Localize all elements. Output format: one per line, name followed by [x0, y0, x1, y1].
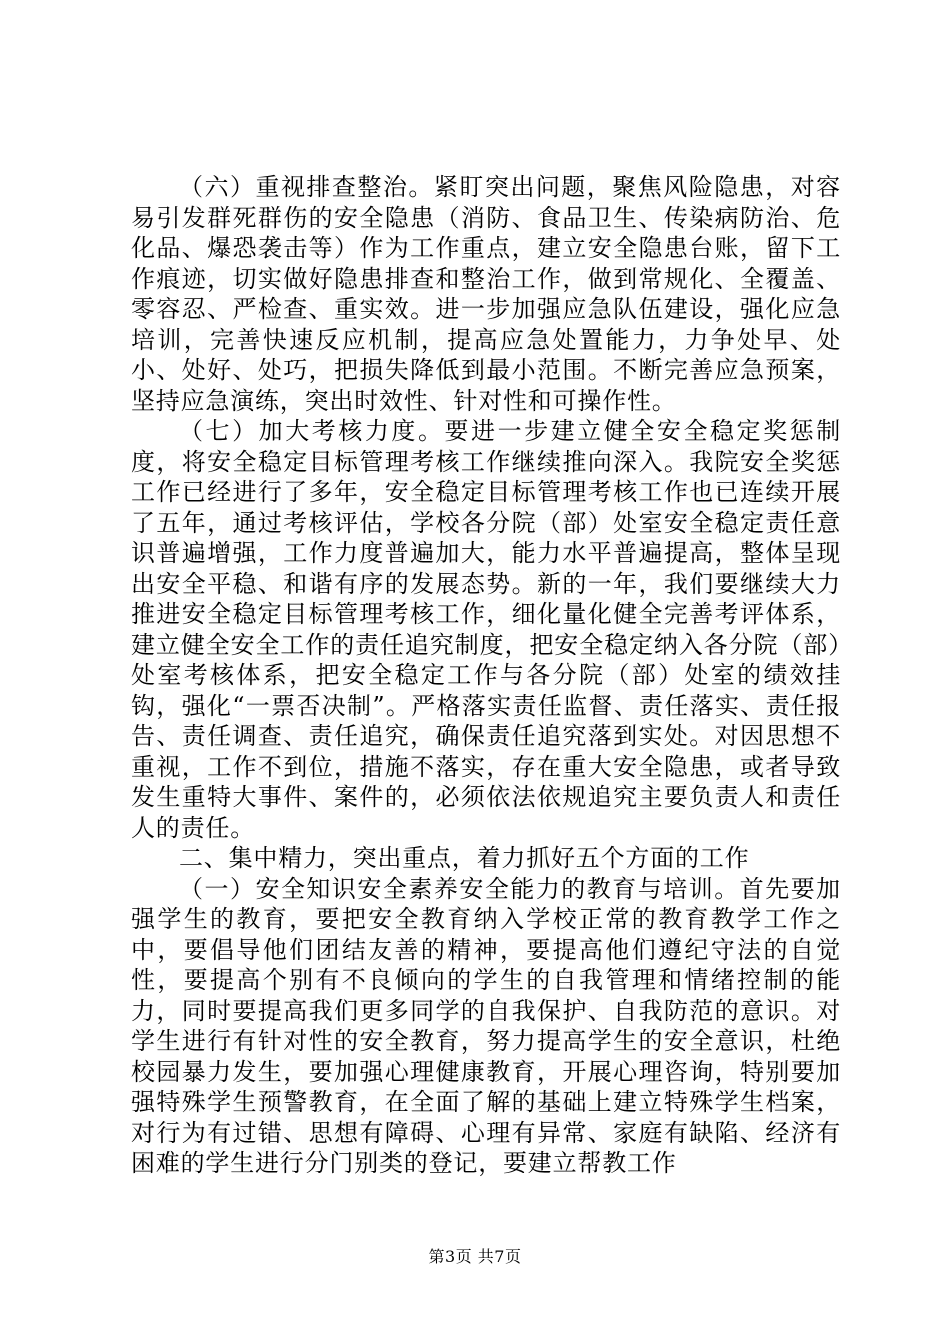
- paragraph-subsection-one: （一）安全知识安全素养安全能力的教育与培训。首先要加强学生的教育，要把安全教育纳入学校正常的教育教学工作之中，要倡导他们团结友善的精神，要提高他们遵纪守法的自觉性，要提高个别有不良倾向的学生的自我管理和情绪控制的能力，同时要提高我们更多同学的自我保护、自我防范的意识。对学生进行有针对性的安全教育，努力提高学生的安全意识，杜绝校园暴力发生，要加强心理健康教育，开展心理咨询，特别要加强特殊学生预警教育，在全面了解的基础上建立特殊学生档案，对行为有过错、思想有障碍、心理有异常、家庭有缺陷、经济有困难的学生进行分门别类的登记，要建立帮教工作: [131, 874, 841, 1177]
- document-body: [131, 172, 841, 1179]
- paragraph-section-seven: （七）加大考核力度。要进一步建立健全安全稳定奖惩制度，将安全稳定目标管理考核工作继续推向深入。我院安全奖惩工作已经进行了多年，安全稳定目标管理考核工作也已连续开展了五年，通过考核评估，学校各分院（部）处室安全稳定责任意识普遍增强，工作力度普遍加大，能力水平普遍提高，整体呈现出安全平稳、和谐有序的发展态势。新的一年，我们要继续大力推进安全稳定目标管理考核工作，细化量化健全完善考评体系，建立健全安全工作的责任追究制度，把安全稳定纳入各分院（部）处室考核体系，把安全稳定工作与各分院（部）处室的绩效挂钩，强化“一票否决制”。严格落实责任监督、责任落实、责任报告、责任调查、责任追究，确保责任追究落到实处。对因思想不重视，工作不到位，措施不落实，存在重大安全隐患，或者导致发生重特大事件、案件的，必须依法依规追究主要负责人和责任人的责任。: [131, 417, 841, 842]
- page-number-footer: 第3页 共7页: [428, 1247, 522, 1266]
- paragraph-section-six: （六）重视排查整治。紧盯突出问题，聚焦风险隐患，对容易引发群死群伤的安全隐患（消防、食品卫生、传染病防治、危化品、爆恐袭击等）作为工作重点，建立安全隐患台账，留下工作痕迹，切实做好隐患排查和整治工作，做到常规化、全覆盖、零容忍、严检查、重实效。进一步加强应急队伍建设，强化应急培训，完善快速反应机制，提高应急处置能力，力争处早、处小、处好、处巧，把损失降低到最小范围。不断完善应急预案，坚持应急演练，突出时效性、针对性和可操作性。: [131, 173, 841, 415]
- section-heading-two: 二、集中精力，突出重点，着力抓好五个方面的工作: [179, 844, 750, 872]
